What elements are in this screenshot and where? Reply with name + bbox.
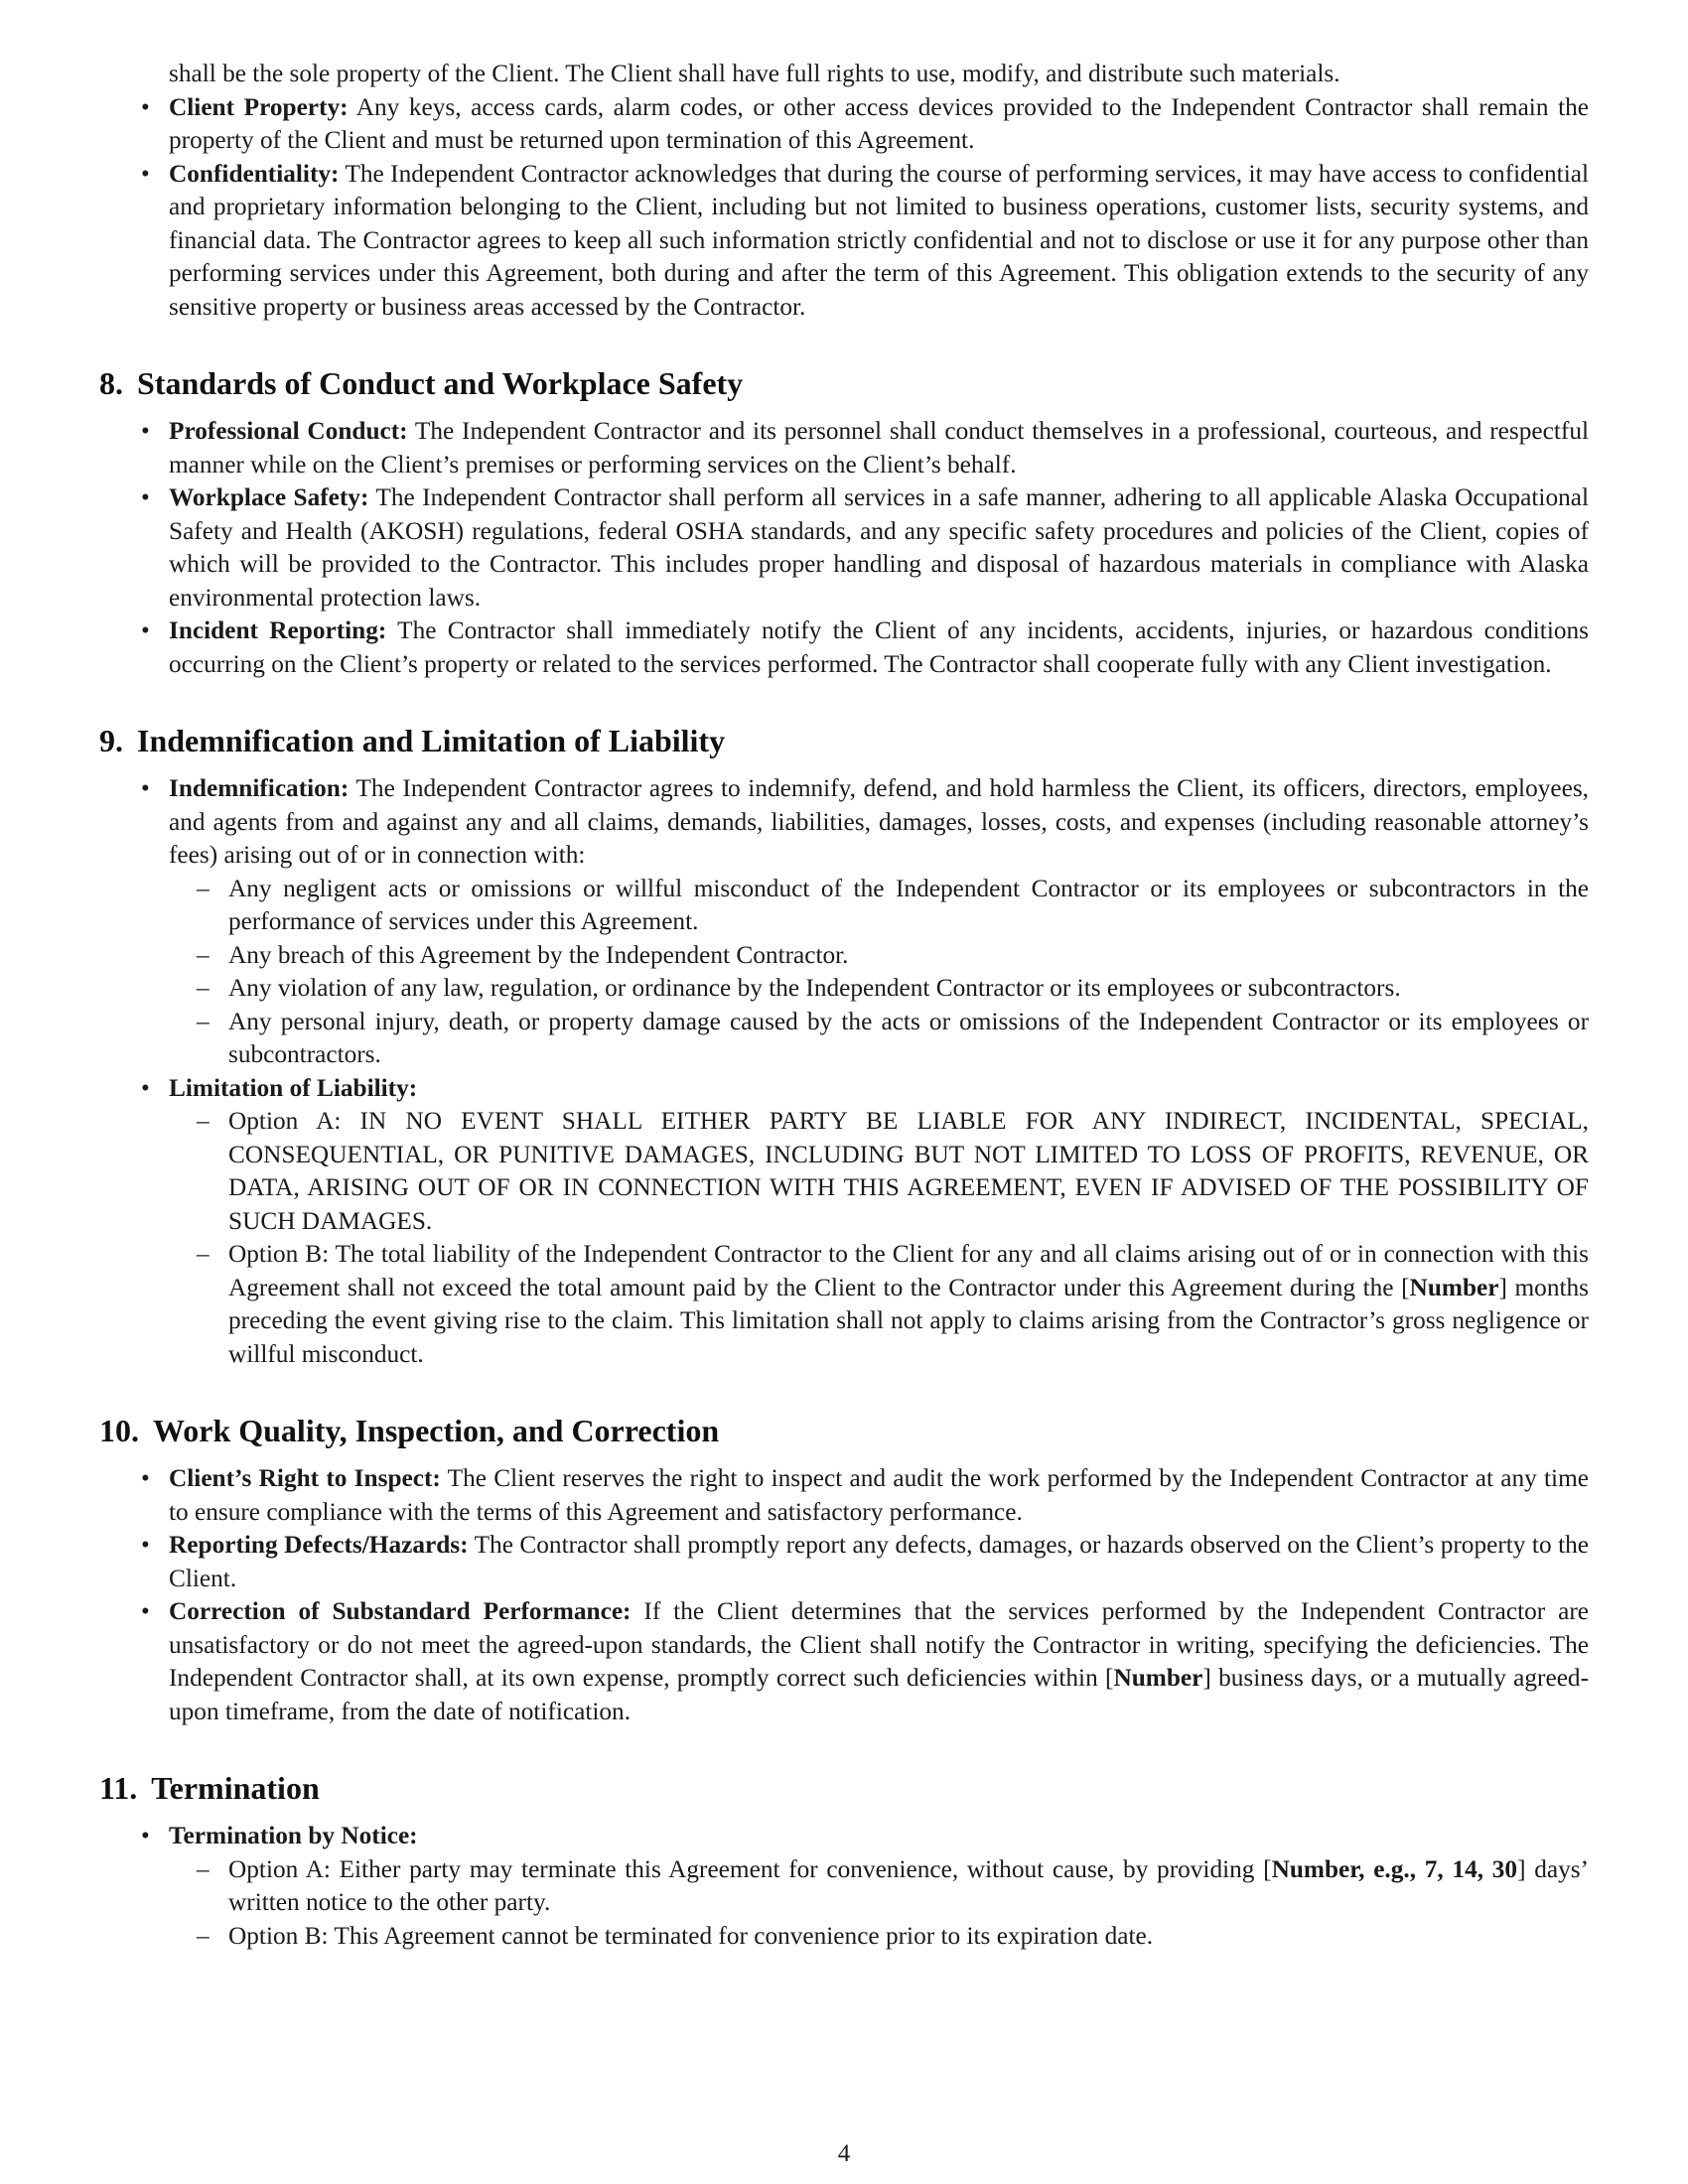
list-item <box>99 158 1589 325</box>
section-title: Termination <box>151 1770 320 1806</box>
list-item <box>99 614 1589 681</box>
item-text: The Independent Contractor shall perform all services in a safe manner, adhering to all applicable Alaska Occupational Safety and Health (AKOSH) regulations, federal OSHA standards, and any specific safety procedures and policies of the Client, copies of which will be provided to the Contractor. This includes proper handling and disposal of hazardous materials in compliance with Alaska environmental protection laws. <box>169 483 1590 612</box>
sub-list-item <box>169 1105 1589 1238</box>
item-text: The Client reserves the right to inspect and audit the work performed by the Independent Contractor at any time to ensure compliance with the terms of this Agreement and satisfactory performance. <box>169 1464 1589 1526</box>
section-number: 8. <box>99 365 123 401</box>
section-number: 9. <box>99 723 123 758</box>
sub-list-item <box>169 1853 1589 1920</box>
section-title: Indemnification and Limitation of Liability <box>137 723 726 758</box>
section-number: 11. <box>99 1770 138 1806</box>
option-a-text-after: ] days’ written notice to the other party. <box>228 1854 1589 1916</box>
item-label: Reporting Defects/Hazards: <box>169 1531 469 1559</box>
placeholder-field: Number <box>1113 1664 1203 1692</box>
item-label: Incident Reporting: <box>169 616 387 644</box>
section-9-heading <box>99 721 1589 760</box>
termination-sublist <box>169 1853 1589 1954</box>
sub-list-item <box>169 1006 1589 1072</box>
bullet-icon: • <box>141 484 150 511</box>
bullet-icon: • <box>141 93 150 121</box>
item-label: Indemnification: <box>169 774 350 802</box>
bullet-icon: • <box>141 418 150 445</box>
item-text-before: If the Client determines that the services performed by the Independent Contractor are unsatisfactory or do not meet the agreed-upon standards, the Client shall notify the Contractor in writing, specifying the deficiencies. The Independent Contractor shall, at its own expense, promptly correct such deficiencies within [ <box>169 1597 1589 1692</box>
section-title: Work Quality, Inspection, and Correction <box>153 1413 720 1448</box>
list-item <box>99 91 1589 158</box>
item-label: Professional Conduct: <box>169 417 408 445</box>
section-8-list <box>99 415 1589 681</box>
section-11-list <box>99 1820 1589 1953</box>
section-10-list <box>99 1462 1589 1728</box>
section-title: Standards of Conduct and Workplace Safety <box>137 365 744 401</box>
document-page <box>99 58 1589 1953</box>
sub-item-text: Any breach of this Agreement by the Independent Contractor. <box>228 940 849 969</box>
item-text: The Independent Contractor agrees to indemnify, defend, and hold harmless the Client, its officers, directors, employees, and agents from and against any and all claims, demands, liabilities, damages, losses, costs, and expenses (including reasonable attorney’s fees) arising out of or in connection with: <box>169 774 1589 869</box>
indemnification-sublist <box>169 873 1589 1072</box>
option-a-text: Option A: IN NO EVENT SHALL EITHER PARTY BE LIABLE FOR ANY INDIRECT, INCIDENTAL, SPECIAL, CONSEQUENTIAL, OR PUNITIVE DAMAGES, INCLUDING BUT NOT LIMITED TO LOSS OF PROFITS, REVENUE, OR DATA, ARISING OUT OF OR IN CONNECTION WITH THIS AGREEMENT, EVEN IF ADVISED OF THE POSSIBILITY OF SUCH DAMAGES. <box>228 1107 1589 1235</box>
intro-continuation: shall be the sole property of the Client. The Client shall have full rights to use, modify, and distribute such materials. <box>169 60 1340 87</box>
sub-list-item <box>169 972 1589 1006</box>
section-11-heading <box>99 1768 1589 1808</box>
option-b-text-after: ] months preceding the event giving rise to the claim. This limitation shall not apply to claims arising from the Contractor’s gross negligence or willful misconduct. <box>228 1273 1589 1368</box>
item-label: Correction of Substandard Performance: <box>169 1597 632 1625</box>
section-number: 10. <box>99 1413 139 1448</box>
item-text-after: ] business days, or a mutually agreed-upon timeframe, from the date of notification. <box>169 1664 1589 1725</box>
sub-list-item <box>169 873 1589 939</box>
sub-item-text: Any negligent acts or omissions or willful misconduct of the Independent Contractor or its employees or subcontractors in the performance of services under this Agreement. <box>228 874 1589 935</box>
placeholder-field: Number, e.g., 7, 14, 30 <box>1271 1854 1518 1883</box>
sub-list-item <box>169 1238 1589 1371</box>
list-item <box>99 1595 1589 1728</box>
bullet-icon: • <box>141 1823 150 1849</box>
bullet-icon: • <box>141 1598 150 1625</box>
bullet-icon: • <box>141 617 150 644</box>
option-a-text-before: Option A: Either party may terminate this Agreement for convenience, without cause, by providing [ <box>228 1854 1272 1883</box>
list-item <box>99 415 1589 481</box>
item-text: Any keys, access cards, alarm codes, or other access devices provided to the Independent Contractor shall remain the property of the Client and must be returned upon termination of this Agreement. <box>169 92 1589 154</box>
section-10-heading <box>99 1411 1589 1450</box>
list-item <box>99 1072 1589 1372</box>
bullet-icon: • <box>141 1074 150 1102</box>
dash-icon: – <box>197 1854 210 1883</box>
bullet-icon: • <box>141 1532 150 1559</box>
list-item <box>99 1529 1589 1595</box>
item-label: Limitation of Liability: <box>169 1073 418 1102</box>
dash-icon: – <box>197 1107 210 1135</box>
list-item <box>99 1462 1589 1529</box>
item-text: The Independent Contractor and its personnel shall conduct themselves in a professional, courteous, and respectful manner while on the Client’s premises or performing services on the Client’s behalf. <box>169 417 1589 478</box>
bullet-icon: • <box>141 1465 150 1492</box>
item-text: The Contractor shall immediately notify the Client of any incidents, accidents, injuries, or hazardous conditions occurring on the Client’s property or related to the services performed. The Contractor shall cooperate fully with any Client investigation. <box>169 616 1590 678</box>
dash-icon: – <box>197 1921 210 1950</box>
limitation-sublist <box>169 1105 1589 1371</box>
option-b-text: Option B: This Agreement cannot be terminated for convenience prior to its expiration date. <box>228 1921 1154 1950</box>
section-8-heading <box>99 363 1589 403</box>
dash-icon: – <box>197 974 210 1002</box>
item-text: The Contractor shall promptly report any defects, damages, or hazards observed on the Client’s property to the Client. <box>169 1531 1589 1592</box>
bullet-icon: • <box>141 160 150 188</box>
sub-list-item <box>169 1920 1589 1954</box>
placeholder-field: Number <box>1409 1273 1499 1301</box>
item-text: The Independent Contractor acknowledges that during the course of performing services, it may have access to confidential and proprietary information belonging to the Client, including but not limited to business operations, customer lists, security systems, and financial data. The Contractor agrees to keep all such information strictly confidential and not to disclose or use it for any purpose other than performing services under this Agreement, both during and after the term of this Agreement. This obligation extends to the security of any sensitive property or business areas accessed by the Contractor. <box>169 159 1589 321</box>
list-item <box>99 772 1589 1072</box>
dash-icon: – <box>197 940 210 969</box>
item-label: Termination by Notice: <box>169 1822 418 1849</box>
intro-bullet-list <box>99 91 1589 325</box>
dash-icon: – <box>197 1007 210 1035</box>
list-item <box>99 481 1589 614</box>
sub-item-text: Any personal injury, death, or property damage caused by the acts or omissions of the Independent Contractor or its employees or subcontractors. <box>228 1007 1589 1068</box>
dash-icon: – <box>197 1240 210 1268</box>
item-label: Workplace Safety: <box>169 483 369 511</box>
item-label: Confidentiality: <box>169 159 340 188</box>
section-9-list <box>99 772 1589 1371</box>
dash-icon: – <box>197 874 210 902</box>
sub-item-text: Any violation of any law, regulation, or ordinance by the Independent Contractor or its employees or subcontractors. <box>228 974 1401 1002</box>
item-label: Client Property: <box>169 92 349 121</box>
item-label: Client’s Right to Inspect: <box>169 1464 441 1492</box>
sub-list-item <box>169 939 1589 973</box>
bullet-icon: • <box>141 775 150 802</box>
page-number: 4 <box>837 2140 851 2167</box>
list-item <box>99 1820 1589 1953</box>
option-b-text-before: Option B: The total liability of the Independent Contractor to the Client for any and all claims arising out of or in connection with this Agreement shall not exceed the total amount paid by the Client to the Contractor under this Agreement during the [ <box>228 1240 1589 1301</box>
